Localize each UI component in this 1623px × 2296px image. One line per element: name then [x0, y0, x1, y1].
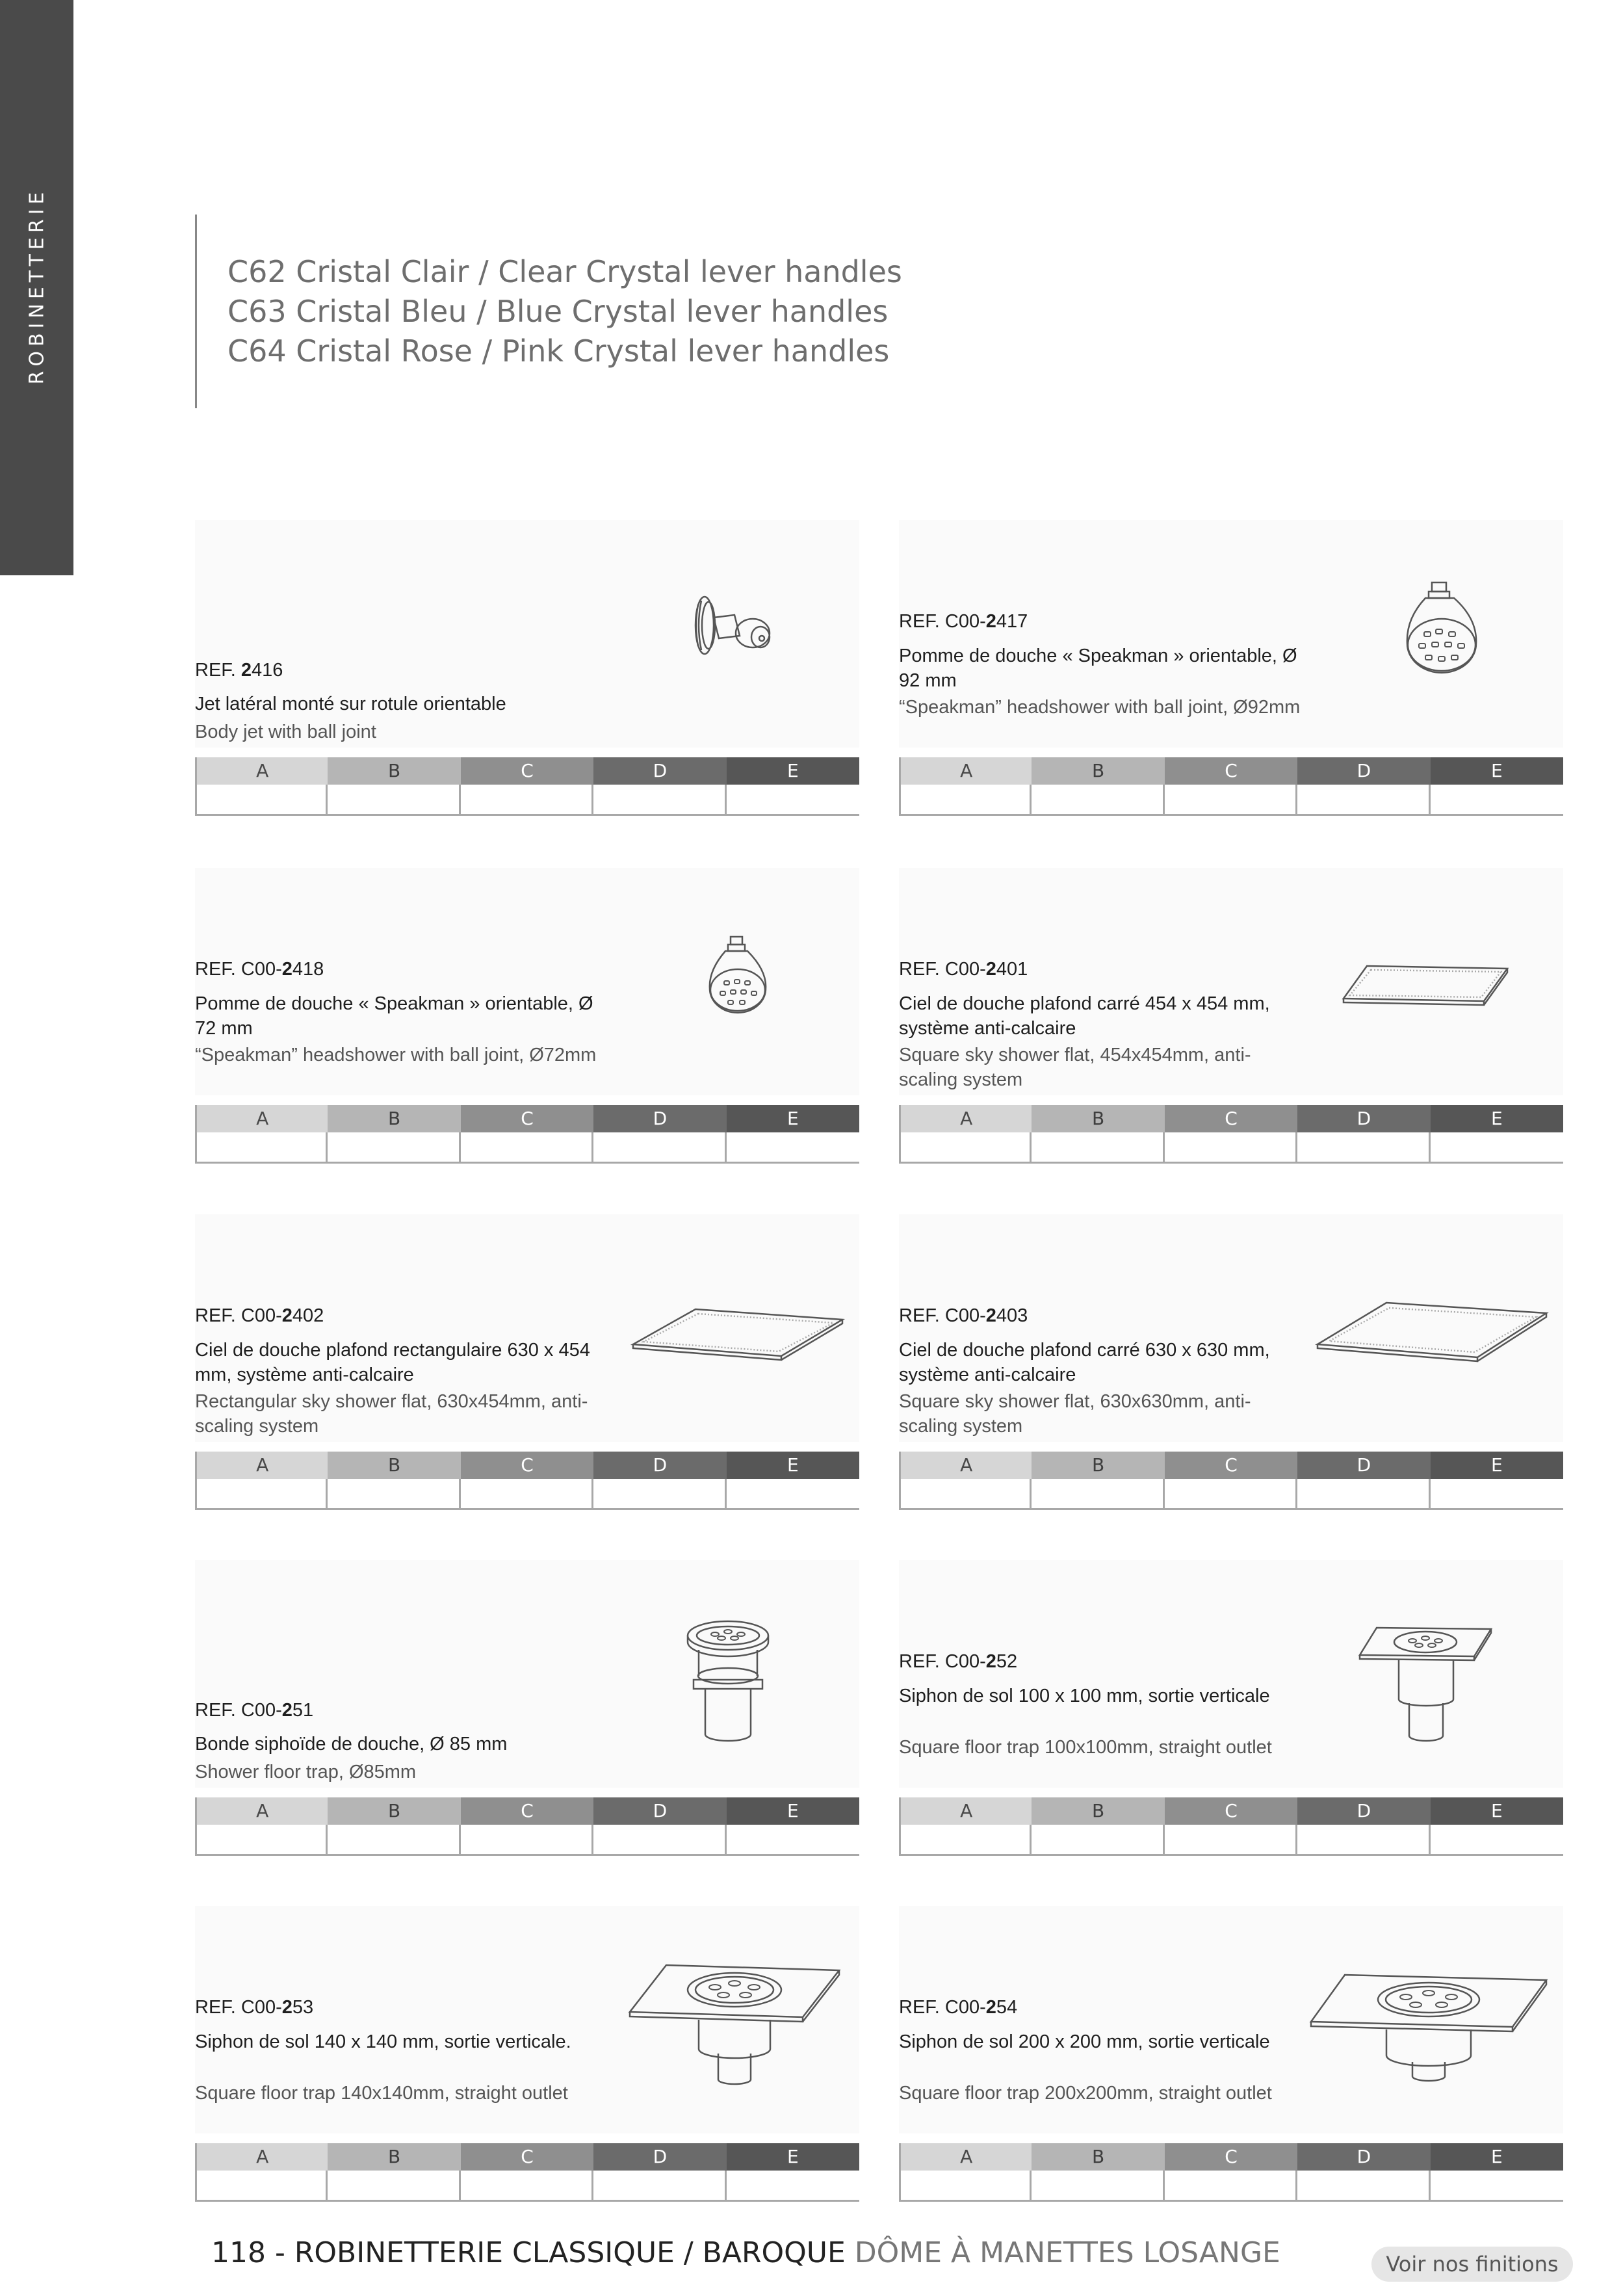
page-footer — [211, 2236, 1280, 2269]
finish-table — [899, 1797, 1563, 1856]
product-name-fr: Ciel de douche plafond carré 630 x 630 mm, système anti-calcaire — [899, 1340, 1270, 1385]
finish-column-a — [899, 1452, 1032, 1510]
finish-column-c — [1165, 1797, 1297, 1856]
title-rule — [195, 215, 197, 408]
product-name-en: Square floor trap 140x140mm, straight outlet — [195, 2083, 568, 2104]
finish-column-e — [1431, 1105, 1563, 1164]
product-name-en: Body jet with ball joint — [195, 722, 376, 742]
finish-column-e — [1431, 1452, 1563, 1510]
finish-cell-e — [727, 1132, 859, 1164]
finish-column-a — [899, 757, 1032, 816]
finish-header-d: D — [593, 757, 726, 785]
sky-shower-large-icon — [1315, 1299, 1549, 1364]
finish-table — [899, 1452, 1563, 1510]
footer-separator: - — [265, 2236, 294, 2269]
finish-header-c: C — [1165, 757, 1297, 785]
finish-cell-e — [1431, 1479, 1563, 1510]
finish-header-b: B — [1032, 757, 1164, 785]
product-name-fr: Bonde siphoïde de douche, Ø 85 mm — [195, 1734, 508, 1755]
finish-table — [195, 1105, 859, 1164]
finish-header-c: C — [1165, 1452, 1297, 1479]
finish-column-c — [461, 1452, 593, 1510]
finish-header-a: A — [901, 757, 1032, 785]
product-card — [899, 868, 1563, 1141]
finish-cell-a — [197, 1825, 328, 1856]
finish-column-e — [1431, 757, 1563, 816]
finish-header-b: B — [1032, 1105, 1164, 1132]
sky-shower-rect-icon — [630, 1305, 845, 1364]
finish-header-b: B — [1032, 1452, 1164, 1479]
product-name-fr: Siphon de sol 200 x 200 mm, sortie verticale — [899, 2031, 1270, 2052]
title-line: C63 Cristal Bleu / Blue Crystal lever handles — [227, 294, 889, 329]
product-ref: REF. C00-2417 — [899, 611, 1028, 632]
finish-cell-e — [1431, 2171, 1563, 2202]
finish-cell-d — [593, 1825, 726, 1856]
finish-header-c: C — [1165, 1797, 1297, 1825]
footer-model: DÔME À MANETTES LOSANGE — [845, 2236, 1280, 2269]
finish-column-b — [328, 1105, 460, 1164]
finishes-button[interactable]: Voir nos finitions — [1371, 2247, 1573, 2282]
finish-header-a: A — [901, 1797, 1032, 1825]
product-card — [899, 1906, 1563, 2179]
product-name-en: Square floor trap 100x100mm, straight outlet — [899, 1737, 1272, 1758]
finish-header-e: E — [727, 2143, 859, 2171]
product-card — [195, 1906, 859, 2179]
finish-column-d — [593, 2143, 726, 2202]
finish-table — [899, 757, 1563, 816]
product-card — [899, 520, 1563, 793]
finish-cell-b — [1032, 785, 1164, 816]
finish-column-a — [899, 2143, 1032, 2202]
product-ref: REF. 2416 — [195, 660, 283, 681]
finish-cell-e — [727, 1825, 859, 1856]
finish-cell-b — [1032, 2171, 1164, 2202]
headshower-small-icon — [702, 934, 773, 1019]
finish-header-e: E — [727, 1797, 859, 1825]
product-name-fr: Siphon de sol 100 x 100 mm, sortie verticale — [899, 1686, 1270, 1706]
finish-header-d: D — [593, 1452, 726, 1479]
finish-header-e: E — [1431, 2143, 1563, 2171]
side-tab-label: ROBINETTERIE — [25, 187, 49, 385]
finish-header-a: A — [197, 1105, 328, 1132]
finish-column-b — [1032, 1105, 1164, 1164]
finish-header-b: B — [328, 1105, 460, 1132]
finish-header-c: C — [1165, 1105, 1297, 1132]
finish-header-a: A — [901, 2143, 1032, 2171]
body-jet-icon — [689, 592, 780, 663]
finish-header-d: D — [1297, 757, 1430, 785]
finish-cell-c — [461, 1825, 593, 1856]
finish-column-a — [195, 757, 328, 816]
finish-column-b — [1032, 757, 1164, 816]
finish-column-d — [593, 1105, 726, 1164]
finish-header-b: B — [328, 1452, 460, 1479]
finish-cell-c — [1165, 1825, 1297, 1856]
product-ref: REF. C00-2402 — [195, 1305, 324, 1326]
finish-cell-b — [328, 1825, 460, 1856]
finish-header-d: D — [1297, 2143, 1430, 2171]
finish-header-c: C — [1165, 2143, 1297, 2171]
finish-header-e: E — [727, 757, 859, 785]
finish-cell-a — [901, 2171, 1032, 2202]
finish-header-b: B — [328, 757, 460, 785]
finish-cell-d — [1297, 2171, 1430, 2202]
page-number: 118 — [211, 2236, 266, 2269]
product-name-en: Square sky shower flat, 630x630mm, anti-scaling system — [899, 1391, 1251, 1437]
finish-column-c — [1165, 757, 1297, 816]
finish-column-a — [899, 1797, 1032, 1856]
product-ref: REF. C00-2401 — [899, 959, 1028, 980]
product-ref: REF. C00-2418 — [195, 959, 324, 980]
finish-cell-c — [1165, 1132, 1297, 1164]
finish-cell-d — [593, 1132, 726, 1164]
finish-cell-d — [1297, 1132, 1430, 1164]
finish-cell-a — [197, 1479, 328, 1510]
finish-table — [195, 2143, 859, 2202]
finish-header-d: D — [1297, 1797, 1430, 1825]
finish-cell-b — [1032, 1132, 1164, 1164]
finish-cell-e — [727, 1479, 859, 1510]
finish-column-a — [195, 1797, 328, 1856]
finish-column-d — [1297, 1105, 1430, 1164]
product-ref: REF. C00-2403 — [899, 1305, 1028, 1326]
finish-cell-e — [727, 2171, 859, 2202]
finish-header-d: D — [1297, 1105, 1430, 1132]
finish-header-d: D — [593, 1797, 726, 1825]
finish-column-e — [727, 1797, 859, 1856]
finish-column-e — [727, 757, 859, 816]
finish-cell-d — [1297, 1479, 1430, 1510]
finish-column-a — [899, 1105, 1032, 1164]
finish-header-e: E — [727, 1452, 859, 1479]
product-name-en: Shower floor trap, Ø85mm — [195, 1762, 417, 1782]
finish-column-e — [727, 1452, 859, 1510]
finish-cell-d — [593, 1479, 726, 1510]
round-floor-trap-icon — [679, 1617, 777, 1747]
finish-header-a: A — [197, 2143, 328, 2171]
finish-header-a: A — [197, 1797, 328, 1825]
product-ref: REF. C00-253 — [195, 1997, 314, 2018]
finish-header-e: E — [727, 1105, 859, 1132]
product-name-fr: Siphon de sol 140 x 140 mm, sortie verticale. — [195, 2031, 571, 2052]
finish-header-d: D — [593, 2143, 726, 2171]
finish-column-b — [328, 757, 460, 816]
finish-table — [899, 1105, 1563, 1164]
finish-column-d — [593, 1452, 726, 1510]
finish-cell-a — [901, 785, 1032, 816]
finish-cell-a — [197, 2171, 328, 2202]
finish-cell-a — [901, 1825, 1032, 1856]
finish-header-c: C — [461, 1452, 593, 1479]
finish-header-c: C — [461, 1105, 593, 1132]
finish-column-a — [195, 1105, 328, 1164]
square-floor-trap-large-icon — [1308, 1971, 1549, 2094]
finish-header-d: D — [1297, 1452, 1430, 1479]
finish-header-a: A — [197, 757, 328, 785]
finish-column-d — [1297, 757, 1430, 816]
finish-column-e — [1431, 2143, 1563, 2202]
finish-cell-c — [1165, 1479, 1297, 1510]
finish-header-e: E — [1431, 1797, 1563, 1825]
product-name-en: Square floor trap 200x200mm, straight outlet — [899, 2083, 1272, 2104]
finish-table — [195, 1452, 859, 1510]
finish-cell-c — [461, 785, 593, 816]
finish-cell-b — [328, 2171, 460, 2202]
product-card — [899, 1214, 1563, 1487]
title-line: C64 Cristal Rose / Pink Crystal lever handles — [227, 333, 890, 369]
product-name-fr: Pomme de douche « Speakman » orientable, Ø 92 mm — [899, 646, 1297, 691]
finish-header-e: E — [1431, 1452, 1563, 1479]
headshower-large-icon — [1399, 580, 1484, 677]
finish-column-e — [1431, 1797, 1563, 1856]
finish-cell-b — [1032, 1479, 1164, 1510]
finish-header-e: E — [1431, 1105, 1563, 1132]
finish-cell-a — [197, 785, 328, 816]
product-name-en: “Speakman” headshower with ball joint, Ø72mm — [195, 1045, 597, 1065]
finish-header-b: B — [328, 2143, 460, 2171]
finish-header-b: B — [1032, 2143, 1164, 2171]
finish-column-b — [1032, 2143, 1164, 2202]
finish-cell-d — [1297, 1825, 1430, 1856]
finish-cell-d — [593, 785, 726, 816]
finish-cell-c — [461, 1479, 593, 1510]
product-name-en: Rectangular sky shower flat, 630x454mm, anti-scaling system — [195, 1391, 588, 1437]
finish-column-e — [727, 1105, 859, 1164]
product-name-fr: Jet latéral monté sur rotule orientable — [195, 694, 506, 714]
finish-header-e: E — [1431, 757, 1563, 785]
finish-table — [899, 2143, 1563, 2202]
finish-header-a: A — [197, 1452, 328, 1479]
square-floor-trap-medium-icon — [627, 1961, 842, 2091]
sky-shower-square-icon — [1341, 962, 1510, 1008]
finish-column-d — [1297, 2143, 1430, 2202]
finish-cell-d — [593, 2171, 726, 2202]
finish-header-a: A — [901, 1452, 1032, 1479]
page-title — [227, 252, 902, 371]
product-card — [195, 1214, 859, 1487]
finish-column-d — [593, 1797, 726, 1856]
finish-cell-a — [197, 1132, 328, 1164]
finish-column-c — [1165, 1105, 1297, 1164]
finish-cell-c — [1165, 785, 1297, 816]
finish-header-b: B — [328, 1797, 460, 1825]
finish-table — [195, 757, 859, 816]
finish-column-d — [1297, 1452, 1430, 1510]
finish-column-a — [195, 1452, 328, 1510]
product-ref: REF. C00-254 — [899, 1997, 1018, 2018]
product-ref: REF. C00-251 — [195, 1700, 314, 1721]
product-card — [195, 868, 859, 1141]
footer-collection: ROBINETTERIE CLASSIQUE / BAROQUE — [294, 2236, 846, 2269]
product-card — [195, 1560, 859, 1833]
finish-cell-d — [1297, 785, 1430, 816]
finish-column-a — [195, 2143, 328, 2202]
finish-column-b — [328, 1797, 460, 1856]
finish-column-e — [727, 2143, 859, 2202]
product-card — [195, 520, 859, 793]
finish-column-c — [461, 757, 593, 816]
finish-column-c — [461, 1105, 593, 1164]
side-tab — [0, 0, 73, 575]
finish-column-c — [461, 1797, 593, 1856]
finish-cell-b — [328, 785, 460, 816]
finish-cell-e — [1431, 785, 1563, 816]
finish-header-c: C — [461, 757, 593, 785]
finish-cell-a — [901, 1479, 1032, 1510]
title-line: C62 Cristal Clair / Clear Crystal lever handles — [227, 254, 902, 289]
product-name-fr: Pomme de douche « Speakman » orientable, Ø 72 mm — [195, 993, 593, 1039]
finish-cell-e — [1431, 1132, 1563, 1164]
finish-cell-c — [461, 2171, 593, 2202]
finish-header-a: A — [901, 1105, 1032, 1132]
finish-column-b — [1032, 1452, 1164, 1510]
finish-cell-b — [328, 1479, 460, 1510]
finish-cell-a — [901, 1132, 1032, 1164]
square-floor-trap-small-icon — [1357, 1624, 1494, 1747]
finish-cell-e — [1431, 1825, 1563, 1856]
finish-header-d: D — [593, 1105, 726, 1132]
finish-header-c: C — [461, 1797, 593, 1825]
finish-cell-c — [1165, 2171, 1297, 2202]
finish-column-d — [1297, 1797, 1430, 1856]
product-name-fr: Ciel de douche plafond rectangulaire 630 x 454 mm, système anti-calcaire — [195, 1340, 590, 1385]
finish-cell-e — [727, 785, 859, 816]
finish-column-c — [1165, 1452, 1297, 1510]
finish-cell-c — [461, 1132, 593, 1164]
finish-column-b — [328, 1452, 460, 1510]
product-name-fr: Ciel de douche plafond carré 454 x 454 mm, système anti-calcaire — [899, 993, 1270, 1039]
finish-column-c — [1165, 2143, 1297, 2202]
finish-table — [195, 1797, 859, 1856]
finish-header-c: C — [461, 2143, 593, 2171]
finish-column-d — [593, 757, 726, 816]
product-ref: REF. C00-252 — [899, 1651, 1018, 1672]
product-name-en: “Speakman” headshower with ball joint, Ø92mm — [899, 697, 1301, 718]
finish-column-b — [1032, 1797, 1164, 1856]
finish-cell-b — [328, 1132, 460, 1164]
finish-column-c — [461, 2143, 593, 2202]
product-name-en: Square sky shower flat, 454x454mm, anti-scaling system — [899, 1045, 1251, 1090]
product-card — [899, 1560, 1563, 1833]
finish-header-b: B — [1032, 1797, 1164, 1825]
finish-column-b — [328, 2143, 460, 2202]
finish-cell-b — [1032, 1825, 1164, 1856]
